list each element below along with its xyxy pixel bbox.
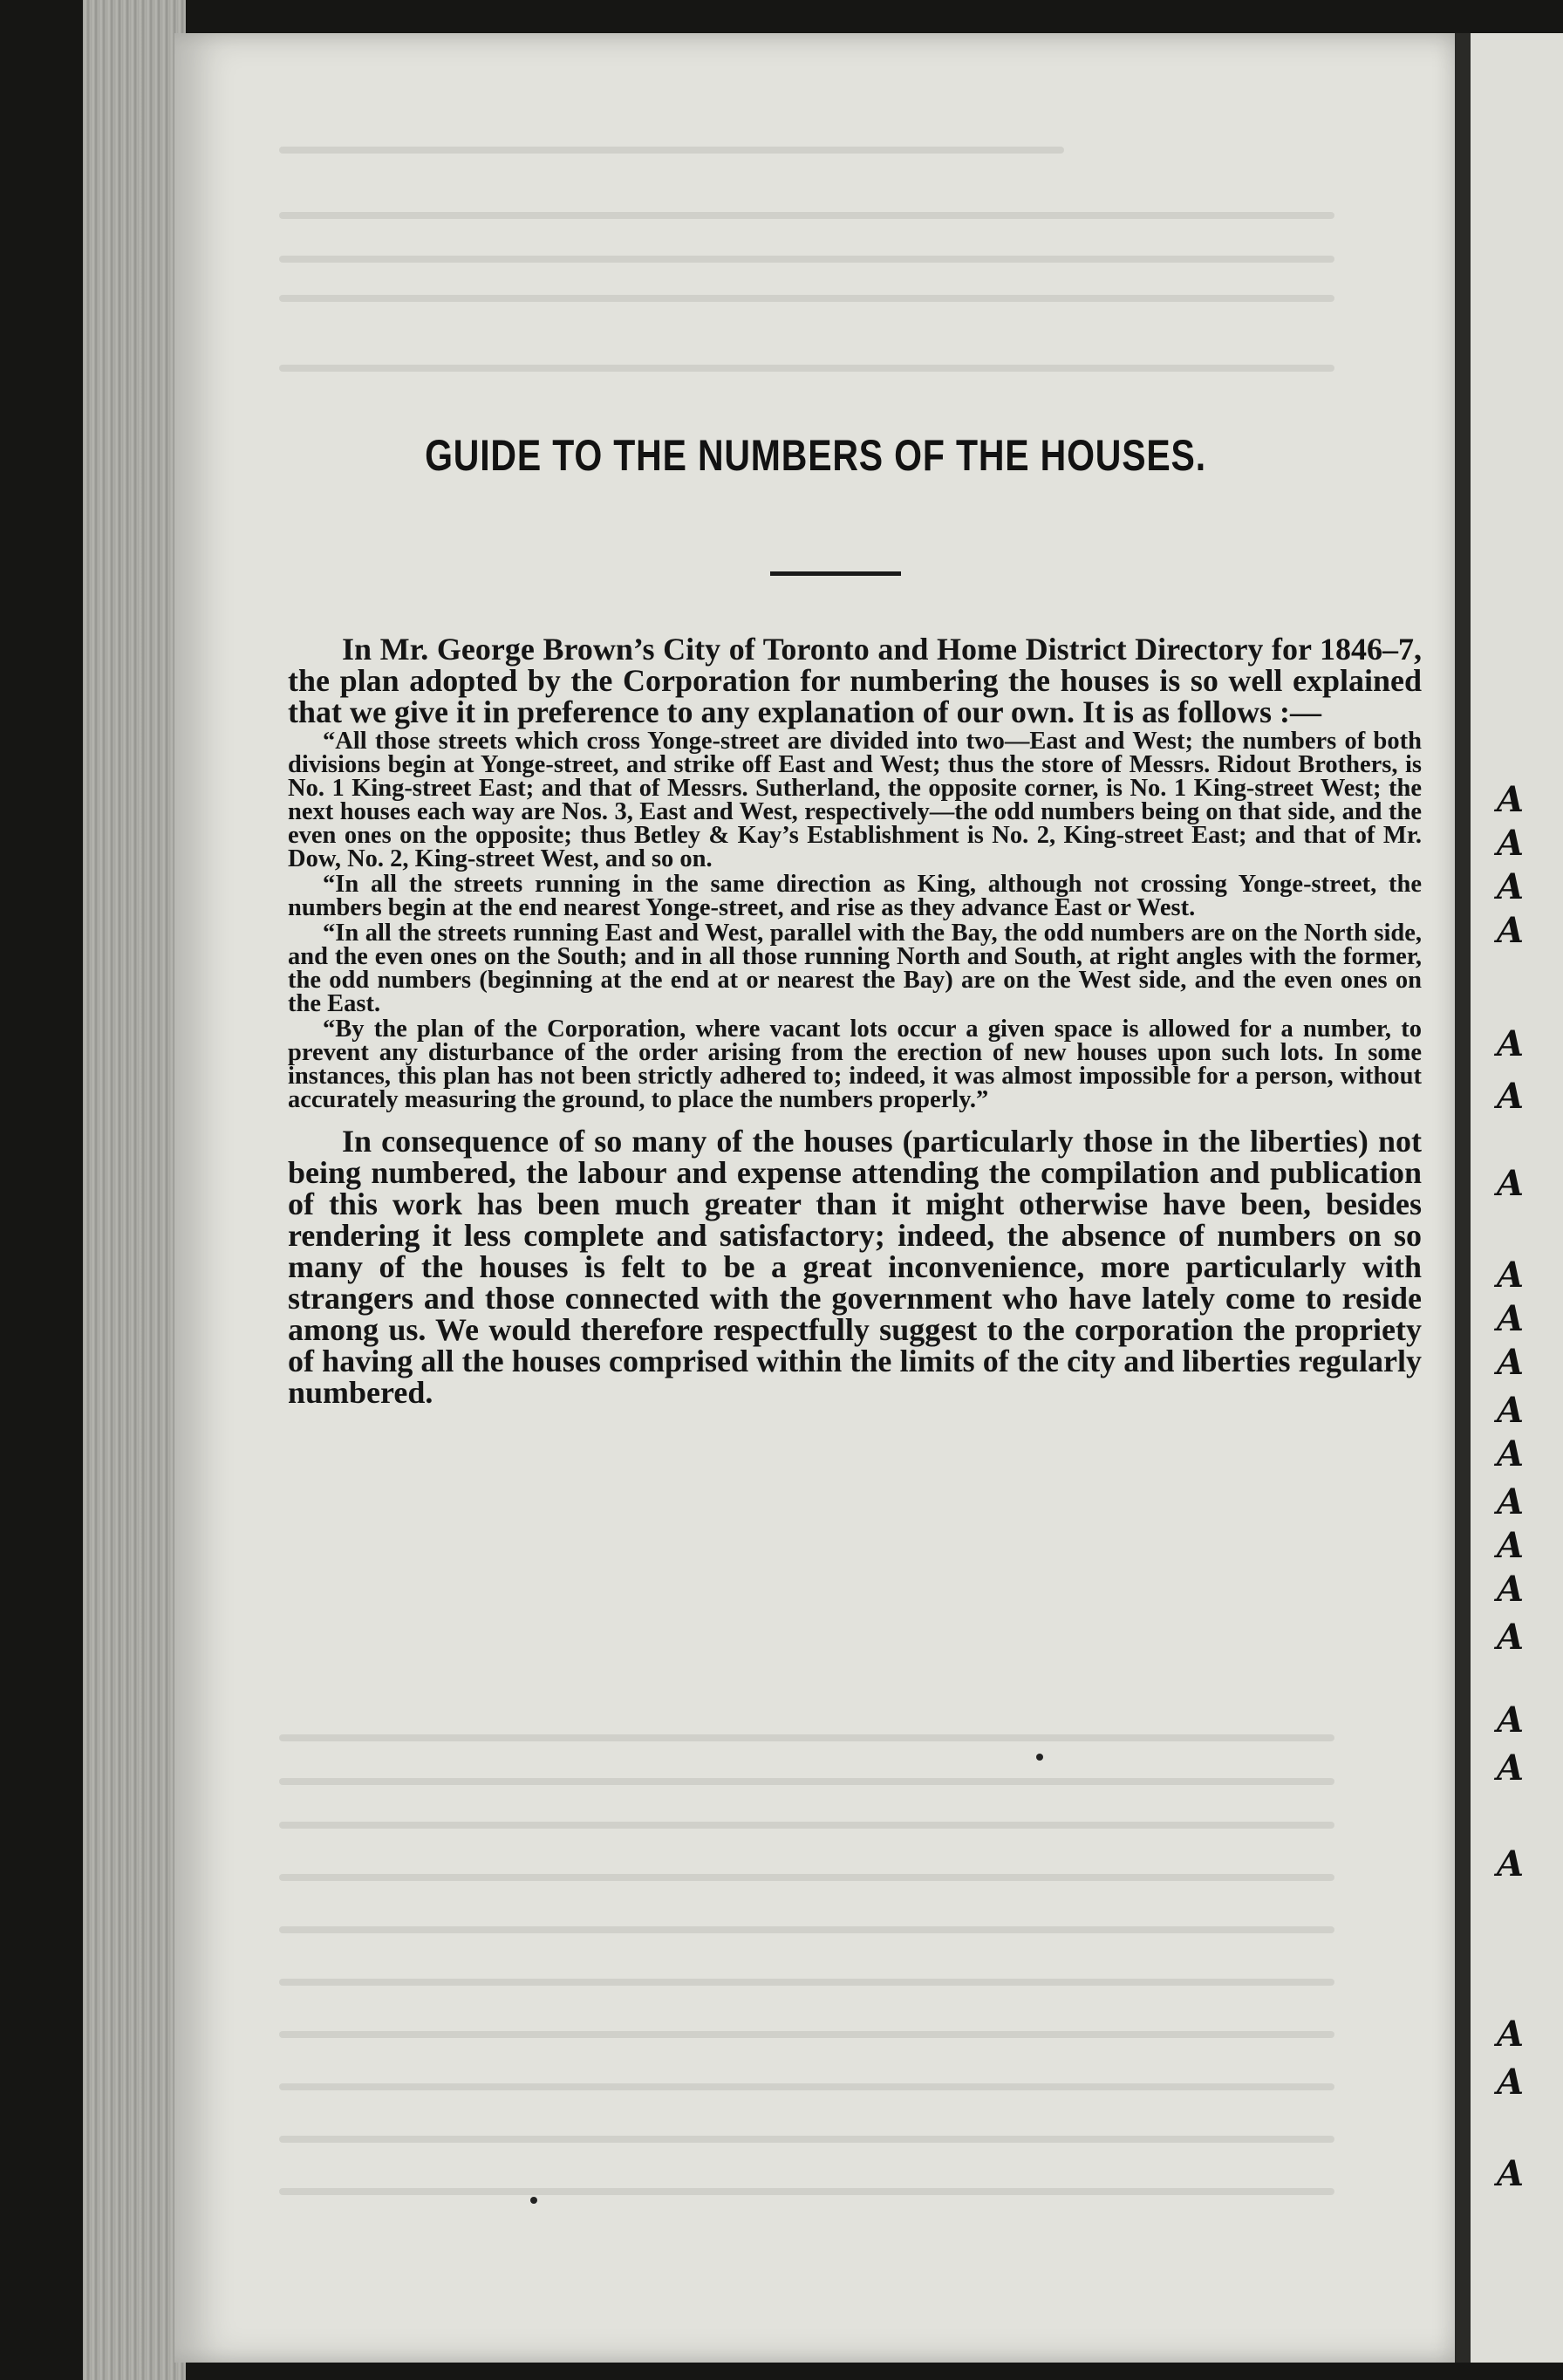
margin-letter: A bbox=[1497, 910, 1525, 951]
ink-speck bbox=[530, 2197, 537, 2204]
margin-letter: A bbox=[1497, 1700, 1525, 1741]
bleed-through-line bbox=[279, 256, 1334, 263]
margin-letter: A bbox=[1497, 823, 1525, 864]
intro-paragraph: In Mr. George Brown’s City of Toronto and Home District Directory for 1846–7, the plan adopted by the Corporation for numbering the houses is so well explained that we give it in preference to any explanation of our own. It is as follows :— bbox=[288, 632, 1422, 729]
bleed-through-line bbox=[279, 295, 1334, 302]
quote-paragraph: “In all the streets running East and West, parallel with the Bay, the odd numbers are on the North side, and the even ones on the South; and in all those running North and South, at right angles with the former, the odd numbers (beginning at the end at or nearest the Bay) are on the West side, and the even ones on the East. bbox=[288, 920, 1422, 1017]
margin-letter: A bbox=[1497, 1747, 1525, 1788]
margin-letter: A bbox=[1497, 1023, 1525, 1064]
bleed-through-line bbox=[279, 2083, 1334, 2090]
margin-letter: A bbox=[1497, 1298, 1525, 1339]
margin-letter: A bbox=[1497, 1433, 1525, 1474]
margin-letter: A bbox=[1497, 1163, 1525, 1204]
margin-letter: A bbox=[1497, 1342, 1525, 1383]
book-page-edges bbox=[83, 0, 186, 2380]
margin-letter: A bbox=[1497, 1617, 1525, 1658]
margin-letter: A bbox=[1497, 1843, 1525, 1884]
margin-letter: A bbox=[1497, 1255, 1525, 1296]
title-rule bbox=[770, 571, 901, 576]
margin-letter: A bbox=[1497, 1525, 1525, 1566]
page-title: GUIDE TO THE NUMBERS OF THE HOUSES. bbox=[425, 431, 1206, 480]
page-body bbox=[288, 633, 1422, 1408]
bleed-through-line bbox=[279, 1979, 1334, 1986]
quote-paragraph: “By the plan of the Corporation, where vacant lots occur a given space is allowed for a number, to prevent any disturbance of the order arising from the erection of new houses upon such lots. In some instances, this plan has not been strictly adhered to; indeed, it was almost impossible for a person, without accurately measuring the ground, to place the numbers properly.” bbox=[288, 1016, 1422, 1113]
margin-letter: A bbox=[1497, 1481, 1525, 1522]
bleed-through-line bbox=[279, 365, 1334, 372]
bleed-through-line bbox=[279, 1822, 1334, 1829]
bleed-through-line bbox=[279, 2188, 1334, 2195]
margin-letter: A bbox=[1497, 1569, 1525, 1610]
ink-speck bbox=[1036, 1754, 1043, 1761]
margin-letter: A bbox=[1497, 2153, 1525, 2194]
margin-letter: A bbox=[1497, 1076, 1525, 1117]
quote-paragraph: “In all the streets running in the same direction as King, although not crossing Yonge-street, the numbers begin at the end nearest Yonge-street, and rise as they advance East or West. bbox=[288, 871, 1422, 921]
bleed-through-line bbox=[279, 1874, 1334, 1881]
bleed-through-line bbox=[279, 2031, 1334, 2038]
closing-paragraph: In consequence of so many of the houses (particularly those in the liberties) not being numbered, the labour and expense attending the compilation and publication of this work has been much greater than it might otherwise have been, besides rendering it less complete and satisfactory; indeed, the absence of numbers on so many of the houses is felt to be a great inconvenience, more particularly with strangers and those connected with the government who have lately come to reside among us. We would therefore respectfully suggest to the corporation the propriety of having all the houses comprised within the limits of the city and liberties regularly numbered. bbox=[288, 1124, 1422, 1410]
margin-letter: A bbox=[1497, 2062, 1525, 2103]
margin-letter: A bbox=[1497, 2014, 1525, 2055]
margin-letter: A bbox=[1497, 1390, 1525, 1431]
margin-letter: A bbox=[1497, 779, 1525, 820]
book-page bbox=[174, 33, 1457, 2363]
bleed-through-line bbox=[279, 1778, 1334, 1785]
quote-paragraph: “All those streets which cross Yonge-street are divided into two—East and West; the numbers of both divisions begin at Yonge-street, and strike off East and West; thus the store of Messrs. Ridout Brothers, is No. 1 King-street East; and that of Messrs. Sutherland, the opposite corner, is No. 1 King-street West; the next houses each way are Nos. 3, East and West, respectively—the odd numbers being on that side, and the even ones on the opposite; thus Betley & Kay’s Establishment is No. 2, King-street East; and that of Mr. Dow, No. 2, King-street West, and so on. bbox=[288, 728, 1422, 872]
bleed-through-line bbox=[279, 1926, 1334, 1933]
bleed-through-line bbox=[279, 2136, 1334, 2143]
margin-letter: A bbox=[1497, 866, 1525, 907]
bleed-through-line bbox=[279, 1734, 1334, 1741]
bleed-through-line bbox=[279, 147, 1064, 154]
bleed-through-line bbox=[279, 212, 1334, 219]
facing-page-edge bbox=[1455, 33, 1563, 2363]
